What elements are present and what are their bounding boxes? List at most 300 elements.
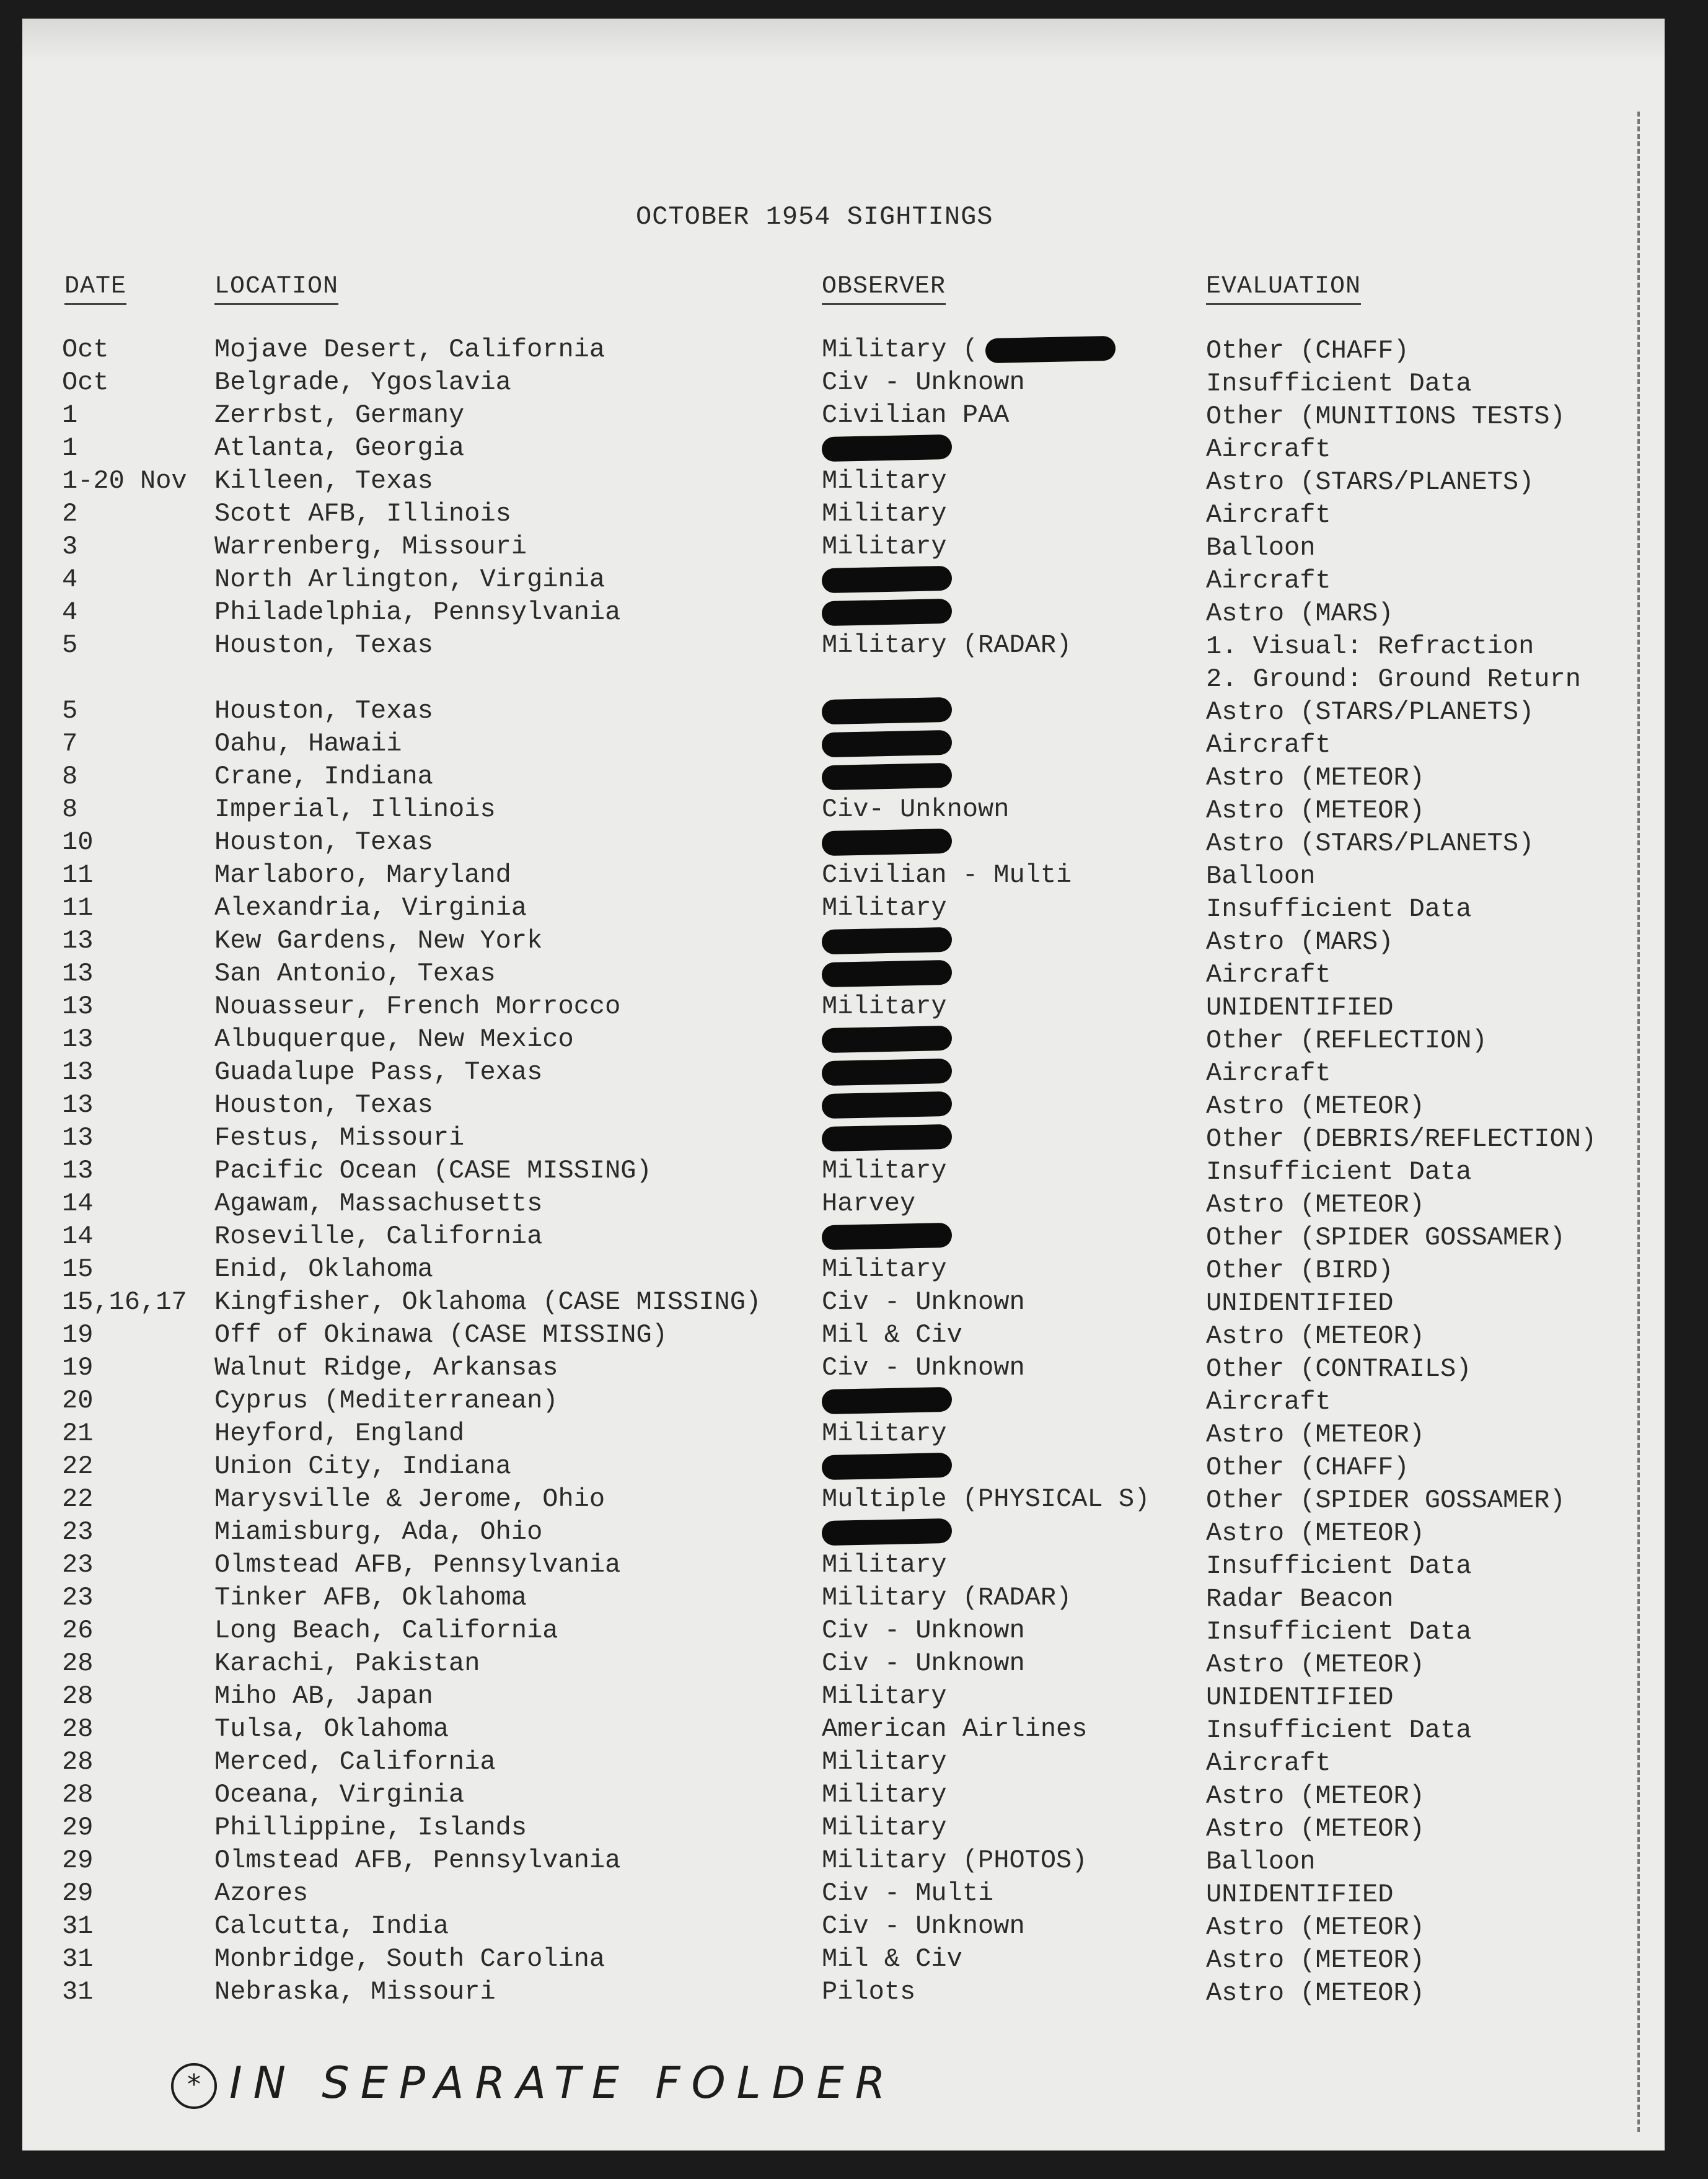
cell-date: 29 [62, 1878, 94, 1908]
cell-observer [822, 1451, 952, 1481]
table-row [62, 1484, 1649, 1517]
table-row [62, 1189, 1649, 1222]
redaction-mark [822, 730, 953, 757]
cell-location: Killeen, Texas [214, 466, 433, 496]
cell-date: 13 [62, 926, 94, 956]
observer-text: Military [822, 466, 947, 496]
redaction-mark [822, 763, 953, 790]
cell-evaluation [1206, 1156, 1471, 1189]
evaluation-line: Astro (METEOR) [1206, 1913, 1425, 1942]
cell-observer [822, 1123, 952, 1153]
table-row [62, 1451, 1649, 1484]
observer-text: Military [822, 1813, 947, 1842]
cell-observer [822, 762, 952, 791]
cell-evaluation [1206, 1222, 1565, 1254]
cell-date: 5 [62, 630, 78, 660]
observer-text: Civ - Multi [822, 1878, 994, 1908]
cell-observer [822, 400, 1009, 430]
cell-date: 23 [62, 1517, 94, 1547]
evaluation-line: 2. Ground: Ground Return [1206, 664, 1581, 694]
cell-evaluation [1206, 400, 1565, 433]
table-row [62, 466, 1649, 499]
table-row [62, 1057, 1649, 1090]
cell-evaluation [1206, 959, 1331, 992]
cell-date: 20 [62, 1386, 94, 1415]
cell-evaluation [1206, 565, 1331, 597]
cell-date: 31 [62, 1944, 94, 1974]
table-row [62, 1024, 1649, 1057]
observer-text: Military (RADAR) [822, 630, 1072, 660]
cell-observer [822, 1878, 993, 1908]
cell-location: Oahu, Hawaii [214, 729, 402, 759]
evaluation-line: Other (CHAFF) [1206, 336, 1409, 366]
cell-observer [822, 1583, 1072, 1613]
cell-date: 26 [62, 1616, 94, 1645]
cell-evaluation [1206, 1846, 1315, 1878]
evaluation-line: Aircraft [1206, 1059, 1331, 1088]
cell-evaluation [1206, 1813, 1425, 1846]
cell-observer [822, 1156, 947, 1186]
cell-evaluation [1206, 926, 1393, 959]
cell-location: Off of Okinawa (CASE MISSING) [214, 1320, 667, 1350]
observer-text: Military ( [822, 335, 979, 364]
cell-observer [822, 729, 952, 759]
cell-evaluation [1206, 893, 1471, 926]
table-row [62, 597, 1649, 630]
evaluation-line: Astro (METEOR) [1206, 1321, 1425, 1351]
table-row [62, 1156, 1649, 1189]
observer-text: Military (RADAR) [822, 1583, 1072, 1613]
cell-observer [822, 433, 952, 463]
observer-text: Military [822, 499, 947, 529]
table-row [62, 860, 1649, 893]
sightings-table [62, 335, 1649, 2029]
evaluation-line: Astro (METEOR) [1206, 1420, 1425, 1450]
cell-observer [822, 1353, 1025, 1383]
cell-location: Pacific Ocean (CASE MISSING) [214, 1156, 652, 1186]
cell-location: Scott AFB, Illinois [214, 499, 511, 529]
cell-observer [822, 1616, 1025, 1645]
observer-text: Civ - Unknown [822, 1649, 1025, 1678]
redaction-mark [822, 566, 953, 593]
table-row [62, 1747, 1649, 1780]
cell-location: Miamisburg, Ada, Ohio [214, 1517, 543, 1547]
cell-observer [822, 1419, 947, 1448]
cell-location: Crane, Indiana [214, 762, 433, 791]
table-row [62, 1254, 1649, 1287]
redaction-mark [822, 599, 953, 626]
cell-observer [822, 368, 1025, 397]
cell-evaluation [1206, 1189, 1425, 1222]
evaluation-line: Astro (STARS/PLANETS) [1206, 829, 1534, 858]
cell-evaluation [1206, 1616, 1471, 1649]
evaluation-line: Aircraft [1206, 434, 1331, 464]
cell-observer [822, 1977, 915, 2007]
cell-date: 13 [62, 959, 94, 988]
cell-location: Roseville, California [214, 1222, 543, 1251]
cell-date: 21 [62, 1419, 94, 1448]
cell-location: Agawam, Massachusetts [214, 1189, 543, 1218]
cell-evaluation [1206, 1123, 1596, 1156]
cell-location: Alexandria, Virginia [214, 893, 527, 923]
table-row [62, 368, 1649, 400]
observer-text: Multiple (PHYSICAL S) [822, 1484, 1150, 1514]
cell-evaluation [1206, 1254, 1393, 1287]
cell-location: North Arlington, Virginia [214, 565, 605, 594]
evaluation-line: Astro (STARS/PLANETS) [1206, 697, 1534, 727]
evaluation-line: Insufficient Data [1206, 1157, 1472, 1187]
evaluation-line: Other (BIRD) [1206, 1256, 1394, 1285]
cell-location: Tulsa, Oklahoma [214, 1714, 449, 1744]
cell-date: Oct [62, 368, 109, 397]
cell-evaluation [1206, 1649, 1425, 1681]
cell-observer [822, 1484, 1150, 1514]
cell-evaluation [1206, 1353, 1471, 1386]
observer-text: Military [822, 532, 947, 561]
table-row [62, 565, 1649, 597]
cell-date: 23 [62, 1583, 94, 1613]
cell-date: 13 [62, 1123, 94, 1153]
evaluation-line: 1. Visual: Refraction [1206, 632, 1534, 661]
cell-date: 4 [62, 597, 78, 627]
evaluation-line: Astro (METEOR) [1206, 1978, 1425, 2008]
cell-evaluation [1206, 1550, 1471, 1583]
observer-text: Civilian - Multi [822, 860, 1072, 890]
page-title: OCTOBER 1954 SIGHTINGS [636, 202, 993, 232]
cell-evaluation [1206, 1024, 1487, 1057]
cell-date: 13 [62, 1024, 94, 1054]
cell-date: 29 [62, 1846, 94, 1875]
cell-date: 11 [62, 860, 94, 890]
observer-text: Civ - Unknown [822, 1353, 1025, 1383]
cell-observer [822, 335, 1116, 364]
cell-observer [822, 959, 952, 988]
cell-observer [822, 532, 947, 561]
observer-text: Harvey [822, 1189, 916, 1218]
cell-location: Union City, Indiana [214, 1451, 511, 1481]
evaluation-line: Other (CHAFF) [1206, 1453, 1409, 1482]
cell-observer [822, 1911, 1025, 1941]
cell-location: Guadalupe Pass, Texas [214, 1057, 543, 1087]
cell-observer [822, 466, 947, 496]
evaluation-line: Other (MUNITIONS TESTS) [1206, 402, 1565, 431]
cell-evaluation [1206, 1517, 1425, 1550]
evaluation-line: Radar Beacon [1206, 1584, 1394, 1614]
cell-location: Marlaboro, Maryland [214, 860, 511, 890]
asterisk-circle-icon: * [171, 2063, 217, 2109]
column-header-observer: OBSERVER [822, 273, 946, 305]
redaction-mark [822, 960, 953, 987]
table-row [62, 1353, 1649, 1386]
evaluation-line: Astro (METEOR) [1206, 763, 1425, 793]
table-row [62, 1846, 1649, 1878]
table-row [62, 1616, 1649, 1649]
cell-date: 8 [62, 762, 78, 791]
table-row [62, 1813, 1649, 1846]
evaluation-line: Other (SPIDER GOSSAMER) [1206, 1223, 1565, 1252]
observer-text: Mil & Civ [822, 1944, 962, 1974]
document-page [22, 19, 1665, 2150]
cell-location: Tinker AFB, Oklahoma [214, 1583, 527, 1613]
column-header-date: DATE [64, 273, 126, 305]
cell-evaluation [1206, 1977, 1425, 2010]
cell-date: 28 [62, 1747, 94, 1777]
cell-evaluation [1206, 1714, 1471, 1747]
table-row [62, 1386, 1649, 1419]
cell-location: Nouasseur, French Morrocco [214, 992, 621, 1021]
cell-observer [822, 1813, 947, 1842]
cell-date: 4 [62, 565, 78, 594]
cell-evaluation [1206, 368, 1471, 400]
table-row [62, 893, 1649, 926]
cell-observer [822, 992, 947, 1021]
cell-evaluation [1206, 466, 1534, 499]
cell-date: 13 [62, 992, 94, 1021]
evaluation-line: Balloon [1206, 1847, 1316, 1877]
cell-date: 31 [62, 1911, 94, 1941]
cell-location: Philadelphia, Pennsylvania [214, 597, 621, 627]
cell-evaluation [1206, 827, 1534, 860]
observer-text: Civ - Unknown [822, 368, 1025, 397]
column-header-location: LOCATION [214, 273, 338, 305]
cell-location: Kew Gardens, New York [214, 926, 543, 956]
cell-date: 28 [62, 1714, 94, 1744]
redaction-mark [822, 1059, 953, 1086]
cell-evaluation [1206, 1583, 1393, 1616]
redaction-mark [822, 697, 953, 724]
table-row [62, 1944, 1649, 1977]
cell-observer [822, 499, 947, 529]
cell-observer [822, 1090, 952, 1120]
cell-date: 31 [62, 1977, 94, 2007]
cell-location: Festus, Missouri [214, 1123, 465, 1153]
table-row [62, 335, 1649, 368]
cell-date: 13 [62, 1057, 94, 1087]
cell-date: 19 [62, 1353, 94, 1383]
cell-date: 15,16,17 [62, 1287, 187, 1317]
cell-date: 8 [62, 795, 78, 824]
observer-text: Military [822, 893, 947, 923]
cell-date: 2 [62, 499, 78, 529]
cell-location: Albuquerque, New Mexico [214, 1024, 574, 1054]
table-row [62, 1419, 1649, 1451]
cell-date: Oct [62, 335, 109, 364]
cell-location: Houston, Texas [214, 827, 433, 857]
cell-observer [822, 696, 952, 726]
table-row [62, 959, 1649, 992]
evaluation-line: Astro (MARS) [1206, 599, 1394, 628]
cell-observer [822, 860, 1072, 890]
cell-observer [822, 1386, 952, 1415]
cell-location: Walnut Ridge, Arkansas [214, 1353, 558, 1383]
cell-location: Heyford, England [214, 1419, 465, 1448]
cell-observer [822, 1254, 947, 1284]
cell-date: 3 [62, 532, 78, 561]
redaction-mark [822, 1091, 953, 1119]
cell-date: 28 [62, 1649, 94, 1678]
column-header-evaluation: EVALUATION [1206, 273, 1361, 305]
cell-observer [822, 1649, 1025, 1678]
evaluation-line: Astro (METEOR) [1206, 1190, 1425, 1220]
cell-location: Kingfisher, Oklahoma (CASE MISSING) [214, 1287, 762, 1317]
cell-observer [822, 1320, 962, 1350]
cell-evaluation [1206, 992, 1393, 1024]
cell-evaluation [1206, 433, 1331, 466]
redaction-mark [822, 434, 953, 462]
redaction-mark [822, 1124, 953, 1151]
evaluation-line: Astro (METEOR) [1206, 1091, 1425, 1121]
cell-date: 1 [62, 433, 78, 463]
cell-date: 28 [62, 1780, 94, 1810]
cell-location: Karachi, Pakistan [214, 1649, 480, 1678]
table-row [62, 433, 1649, 466]
cell-location: Merced, California [214, 1747, 496, 1777]
cell-location: Houston, Texas [214, 1090, 433, 1120]
cell-observer [822, 1189, 915, 1218]
evaluation-line: Astro (MARS) [1206, 927, 1394, 957]
cell-observer [822, 1057, 952, 1087]
cell-date: 15 [62, 1254, 94, 1284]
observer-text: Military [822, 1156, 947, 1186]
cell-location: Calcutta, India [214, 1911, 449, 1941]
cell-evaluation [1206, 1681, 1393, 1714]
observer-text: Civ - Unknown [822, 1287, 1025, 1317]
cell-evaluation [1206, 532, 1315, 565]
cell-location: Belgrade, Ygoslavia [214, 368, 511, 397]
table-row [62, 1681, 1649, 1714]
cell-location: Oceana, Virginia [214, 1780, 465, 1810]
cell-observer [822, 1714, 1087, 1744]
cell-date: 13 [62, 1090, 94, 1120]
table-row [62, 1090, 1649, 1123]
cell-evaluation [1206, 499, 1331, 532]
cell-evaluation [1206, 1878, 1393, 1911]
table-row [62, 1977, 1649, 2029]
evaluation-line: Astro (METEOR) [1206, 1945, 1425, 1975]
cell-evaluation [1206, 1747, 1331, 1780]
cell-location: Monbridge, South Carolina [214, 1944, 605, 1974]
cell-evaluation [1206, 1386, 1331, 1419]
cell-observer [822, 630, 1072, 660]
evaluation-line: Other (CONTRAILS) [1206, 1354, 1472, 1384]
cell-location: Zerrbst, Germany [214, 400, 465, 430]
observer-text: Military [822, 1550, 947, 1580]
cell-location: Marysville & Jerome, Ohio [214, 1484, 605, 1514]
observer-text: Civilian PAA [822, 400, 1010, 430]
redaction-mark [822, 1387, 953, 1414]
cell-date: 10 [62, 827, 94, 857]
cell-date: 23 [62, 1550, 94, 1580]
observer-text: Military [822, 1419, 947, 1448]
cell-observer [822, 827, 952, 857]
cell-location: Long Beach, California [214, 1616, 558, 1645]
table-row [62, 630, 1649, 696]
evaluation-line: Aircraft [1206, 500, 1331, 530]
cell-evaluation [1206, 630, 1581, 696]
redaction-mark [822, 1223, 953, 1250]
evaluation-line: Balloon [1206, 861, 1316, 891]
cell-evaluation [1206, 729, 1331, 762]
evaluation-line: Balloon [1206, 533, 1316, 563]
table-row [62, 762, 1649, 795]
cell-observer [822, 1681, 947, 1711]
table-row [62, 696, 1649, 729]
cell-date: 14 [62, 1222, 94, 1251]
redaction-mark [822, 1026, 953, 1053]
cell-date: 28 [62, 1681, 94, 1711]
cell-observer [822, 597, 952, 627]
cell-evaluation [1206, 335, 1409, 368]
evaluation-line: Other (DEBRIS/REFLECTION) [1206, 1124, 1597, 1154]
observer-text: Military [822, 1681, 947, 1711]
scan-top-edge [22, 19, 1665, 62]
evaluation-line: Astro (METEOR) [1206, 1518, 1425, 1548]
cell-observer [822, 1517, 952, 1547]
redaction-mark [822, 927, 953, 954]
cell-location: Phillippine, Islands [214, 1813, 527, 1842]
cell-evaluation [1206, 696, 1534, 729]
observer-text: Military [822, 1747, 947, 1777]
cell-evaluation [1206, 1057, 1331, 1090]
evaluation-line: UNIDENTIFIED [1206, 1683, 1394, 1712]
evaluation-line: UNIDENTIFIED [1206, 1880, 1394, 1909]
observer-text: Civ - Unknown [822, 1616, 1025, 1645]
cell-location: Imperial, Illinois [214, 795, 496, 824]
evaluation-line: Astro (STARS/PLANETS) [1206, 467, 1534, 497]
observer-text: Military [822, 1254, 947, 1284]
cell-observer [822, 893, 947, 923]
evaluation-line: Astro (METEOR) [1206, 796, 1425, 825]
evaluation-line: UNIDENTIFIED [1206, 1288, 1394, 1318]
evaluation-line: Aircraft [1206, 960, 1331, 990]
cell-observer [822, 1780, 947, 1810]
table-row [62, 1780, 1649, 1813]
redaction-mark [822, 1518, 953, 1546]
evaluation-line: Aircraft [1206, 1748, 1331, 1778]
evaluation-line: Aircraft [1206, 730, 1331, 760]
observer-text: Military [822, 992, 947, 1021]
table-row [62, 827, 1649, 860]
cell-evaluation [1206, 1944, 1425, 1977]
cell-evaluation [1206, 1780, 1425, 1813]
cell-observer [822, 1944, 962, 1974]
table-row [62, 1123, 1649, 1156]
cell-date: 22 [62, 1451, 94, 1481]
cell-date: 19 [62, 1320, 94, 1350]
evaluation-line: Insufficient Data [1206, 1715, 1472, 1745]
table-row [62, 926, 1649, 959]
redaction-mark [822, 829, 953, 856]
cell-evaluation [1206, 795, 1425, 827]
cell-date: 29 [62, 1813, 94, 1842]
observer-text: Military (PHOTOS) [822, 1846, 1088, 1875]
cell-date: 11 [62, 893, 94, 923]
cell-evaluation [1206, 1451, 1409, 1484]
table-row [62, 1583, 1649, 1616]
cell-evaluation [1206, 762, 1425, 795]
evaluation-line: Astro (METEOR) [1206, 1650, 1425, 1679]
table-row [62, 1649, 1649, 1681]
cell-evaluation [1206, 1287, 1393, 1320]
table-row [62, 1517, 1649, 1550]
observer-text: Civ - Unknown [822, 1911, 1025, 1941]
cell-location: Enid, Oklahoma [214, 1254, 433, 1284]
cell-location: Houston, Texas [214, 630, 433, 660]
cell-date: 5 [62, 696, 78, 726]
cell-observer [822, 1024, 952, 1054]
table-row [62, 1222, 1649, 1254]
cell-location: San Antonio, Texas [214, 959, 496, 988]
